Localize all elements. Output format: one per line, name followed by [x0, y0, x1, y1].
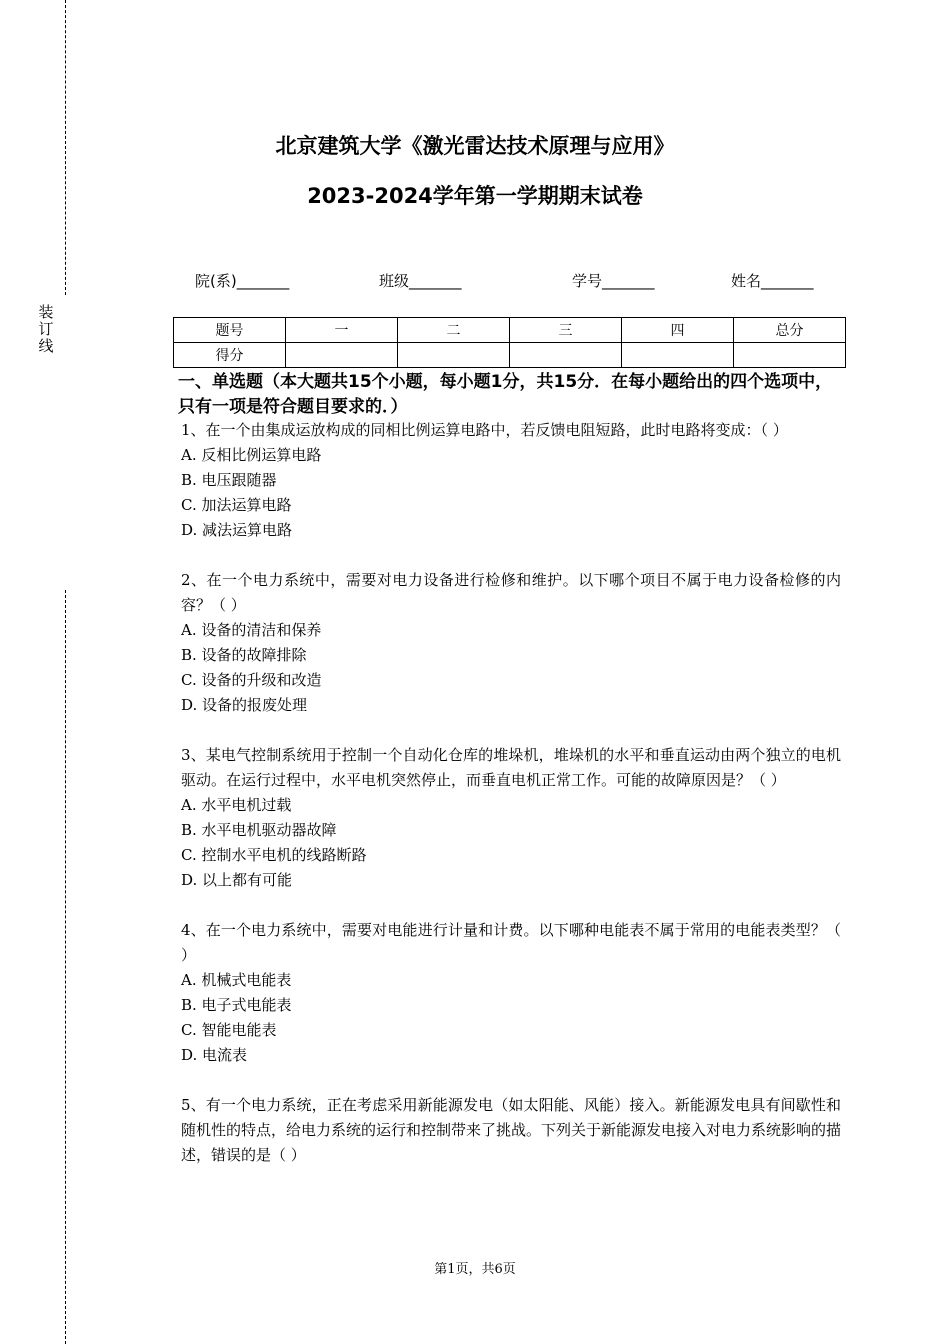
exam-title-line1: 北京建筑大学《激光雷达技术原理与应用》	[275, 134, 675, 158]
option-c: C. 控制水平电机的线路断路	[181, 846, 367, 864]
department-field: 院(系)_______	[195, 272, 290, 290]
question-2	[181, 568, 841, 718]
score-table-header-row	[174, 318, 846, 343]
class-field: 班级_______	[379, 272, 462, 290]
option-a: A. 反相比例运算电路	[181, 446, 322, 464]
table-cell: 三	[510, 318, 622, 343]
question-3	[181, 743, 841, 893]
table-cell: 总分	[734, 318, 846, 343]
question-5	[181, 1093, 841, 1168]
score-table	[173, 317, 846, 368]
student-id-field: 学号_______	[572, 272, 655, 290]
question-4	[181, 918, 841, 1068]
question-stem: 5、有一个电力系统，正在考虑采用新能源发电（如太阳能、风能）接入。新能源发电具有间歇性和随机性的特点，给电力系统的运行和控制带来了挑战。下列关于新能源发电接入对电力系统影响的描述，错误的是（ ）	[181, 1096, 842, 1164]
binding-line-bottom	[65, 590, 66, 1344]
option-a: A. 机械式电能表	[181, 971, 292, 989]
score-cell	[734, 343, 846, 368]
table-cell: 题号	[174, 318, 286, 343]
option-b: B. 电压跟随器	[181, 471, 277, 489]
table-cell: 得分	[174, 343, 286, 368]
score-cell	[510, 343, 622, 368]
exam-title-line2: 2023-2024学年第一学期期末试卷	[307, 184, 643, 208]
option-c: C. 加法运算电路	[181, 496, 292, 514]
score-table-score-row	[174, 343, 846, 368]
option-d: D. 设备的报废处理	[181, 696, 308, 714]
score-cell	[398, 343, 510, 368]
option-b: B. 电子式电能表	[181, 996, 292, 1014]
question-stem: 4、在一个电力系统中，需要对电能进行计量和计费。以下哪种电能表不属于常用的电能表类型？（ ）	[181, 921, 841, 964]
option-a: A. 设备的清洁和保养	[181, 621, 322, 639]
question-stem: 1、在一个由集成运放构成的同相比例运算电路中，若反馈电阻短路，此时电路将变成：（ ）	[181, 421, 788, 439]
question-stem: 3、某电气控制系统用于控制一个自动化仓库的堆垛机，堆垛机的水平和垂直运动由两个独立的电机驱动。在运行过程中，水平电机突然停止，而垂直电机正常工作。可能的故障原因是？（ ）	[181, 746, 841, 789]
table-cell: 四	[622, 318, 734, 343]
name-field: 姓名_______	[731, 272, 814, 290]
option-b: B. 设备的故障排除	[181, 646, 307, 664]
option-d: D. 电流表	[181, 1046, 248, 1064]
option-b: B. 水平电机驱动器故障	[181, 821, 337, 839]
option-d: D. 以上都有可能	[181, 871, 293, 889]
question-1	[181, 418, 841, 543]
option-a: A. 水平电机过载	[181, 796, 292, 814]
question-stem: 2、在一个电力系统中，需要对电力设备进行检修和维护。以下哪个项目不属于电力设备检修的内容？（ ）	[181, 571, 841, 614]
option-d: D. 减法运算电路	[181, 521, 293, 539]
option-c: C. 设备的升级和改造	[181, 671, 322, 689]
score-cell	[286, 343, 398, 368]
question-list	[181, 418, 841, 1193]
table-cell: 二	[398, 318, 510, 343]
option-c: C. 智能电能表	[181, 1021, 277, 1039]
page-number: 第1页，共6页	[434, 1262, 516, 1277]
score-cell	[622, 343, 734, 368]
table-cell: 一	[286, 318, 398, 343]
binding-label: 装订线	[38, 303, 54, 355]
section-heading: 一、单选题（本大题共15个小题，每小题1分，共15分．在每小题给出的四个选项中，只有一项是符合题目要求的．）	[178, 372, 833, 417]
